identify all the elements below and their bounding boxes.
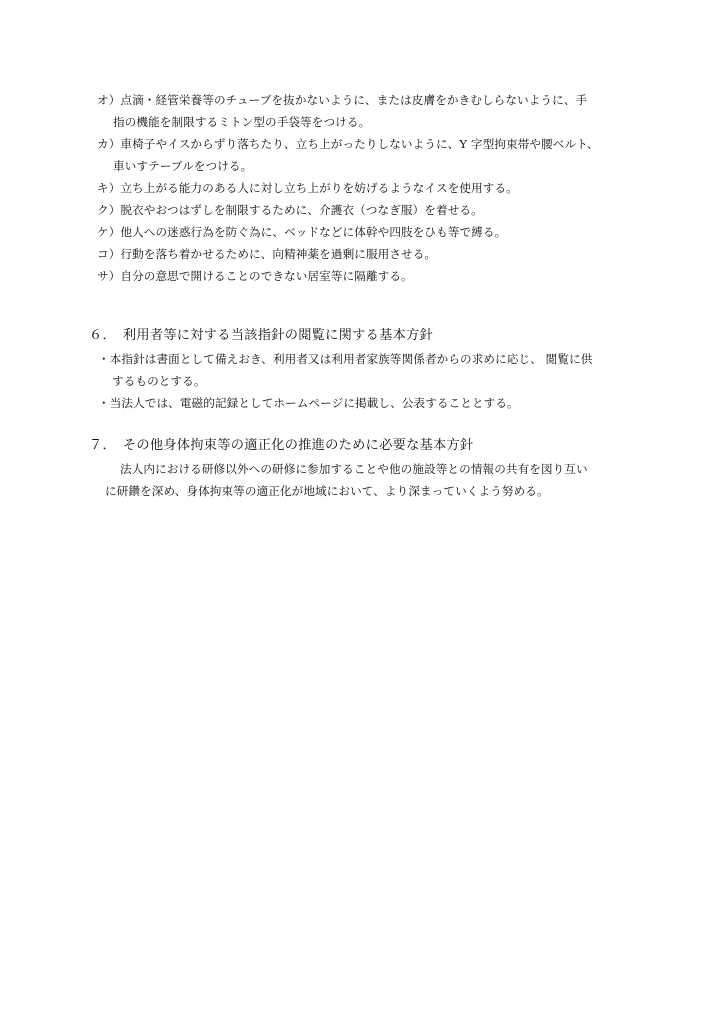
section-6-bullet: ・当法人では、電磁的記録としてホームページに掲載し、公表することとする。: [98, 396, 519, 410]
list-item-continuation: 車いすテーブルをつける。: [113, 159, 253, 173]
section-6-bullet: ・本指針は書面として備えおき、利用者又は利用者家族等関係者からの求めに応じ、 閲覧に供: [98, 352, 593, 366]
section-7-body: 法人内における研修以外への研修に参加することや他の施設等との情報の共有を図り互い: [120, 462, 588, 476]
section-7-body-continuation: に研鑽を深め、身体拘束等の適正化が地域において、より深まっていくよう努める。: [105, 484, 549, 498]
list-item: コ）行動を落ち着かせるために、向精神薬を過剰に服用させる。: [97, 247, 437, 261]
list-item: カ）車椅子やイスからずり落ちたり、立ち上がったりしないように、Y 字型拘束帯や腰ベルト、: [97, 137, 599, 151]
list-item: キ）立ち上がる能力のある人に対し立ち上がりを妨げるようなイスを使用する。: [97, 181, 518, 195]
list-item: ケ）他人への迷惑行為を防ぐ為に、ベッドなどに体幹や四肢をひも等で縛る。: [97, 225, 507, 239]
list-item: ク）脱衣やおつはずしを制限するために、介護衣（つなぎ服）を着せる。: [97, 203, 483, 217]
section-6-heading: ６． 利用者等に対する当該指針の閲覧に関する基本方針: [89, 328, 434, 343]
section-6-bullet-continuation: するものとする。: [112, 374, 206, 388]
list-item: サ）自分の意思で開けることのできない居室等に隔離する。: [97, 269, 413, 283]
section-7-heading: ７． その他身体拘束等の適正化の推進のために必要な基本方針: [89, 438, 474, 453]
list-item-continuation: 指の機能を制限するミトン型の手袋等をつける。: [113, 115, 371, 129]
list-item: オ）点滴・経管栄養等のチューブを抜かないように、または皮膚をかきむしらないように、手: [97, 93, 588, 107]
